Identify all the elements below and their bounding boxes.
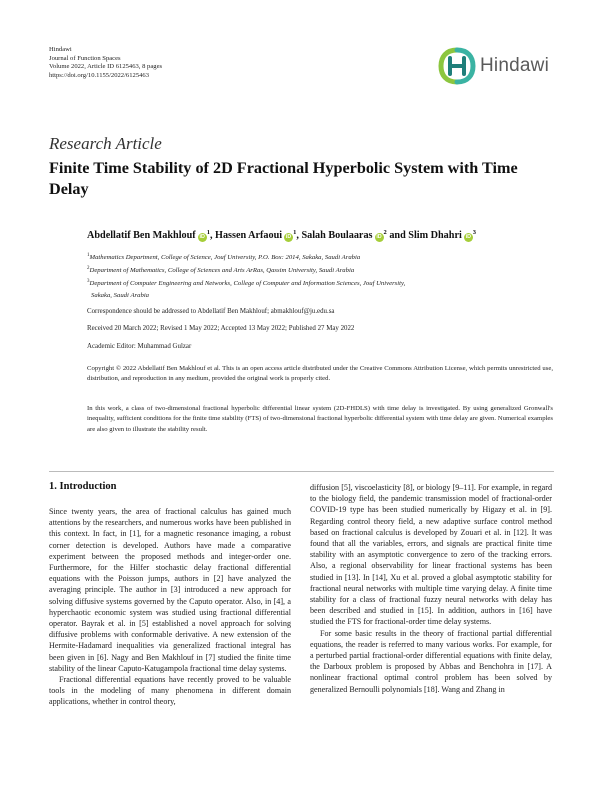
affiliation-continued: Sakaka, Saudi Arabia	[91, 291, 150, 299]
abstract: In this work, a class of two-dimensional fractional hyperbolic differential linear system (2D-FHDLS) with time delay is investigated. By using generalized Gronwall's inequality, sufficient conditions for the finite time stability (FTS) of two-dimensional fractional hyperbolic differential system with time delay are given. Numerical examples are also given to illustrate the stability result.	[87, 405, 553, 433]
body-paragraph: Fractional differential equations have recently proved to be valuable tools in the modeling of many phenomena in different domain applications, whether in control theory,	[49, 675, 291, 707]
article-dates: Received 20 March 2022; Revised 1 May 2022; Accepted 13 May 2022; Published 27 May 2022	[87, 325, 355, 332]
affiliation: $^2$Department of Mathematics, College of Sciences and Arts ArRas, Qassim University, Saudi Arabia	[87, 266, 355, 275]
doi-link[interactable]: https://doi.org/10.1155/2022/6125463	[49, 71, 150, 79]
author-separator: ,	[209, 230, 216, 241]
author-separator: and	[386, 230, 409, 241]
journal-meta	[49, 46, 162, 80]
body-column-left	[49, 506, 291, 708]
affiliation: $^1$Mathematics Department, College of Science, Jouf University, P.O. Box: 2014, Sakaka, Saudi Arabia	[87, 253, 361, 261]
body-paragraph: diffusion [5], viscoelasticity [8], or biology [9–11]. For example, in regard to the biology field, the pandemic transmission model of fractional-order COVID-19 type has been studied numerically by Higazy et al. in [9]. Regarding control theory field, a new adaptive surface control method based on fractional calculus is developed by Zouari et al. in [12]. It was found that all the variables, errors, and signals are practical finite time stability with an asymptotic convergence to zero of the tracking errors. Also, a regional observability for linear fractional systems has been studied in [13]. In [14], Xu et al. proved a global asymptotic stability for fractional neural networks with multiple time varying delay. A finite time stability for a class of fractional fuzzy neural networks with delay has been described and studied in [15]. In addition, authors in [16] have studied the FTS for fractional-order time delay systems.	[310, 483, 552, 627]
section-heading: 1. Introduction	[49, 481, 117, 492]
affiliation: $^3$Department of Computer Engineering and Networks, College of Computer and Information Sciences, Jouf University,	[87, 279, 406, 288]
article-title: Finite Time Stability of 2D Fractional Hyperbolic System with Time Delay	[49, 159, 518, 198]
author-list	[87, 229, 476, 242]
body-paragraph: Since twenty years, the area of fractional calculus has gained much attentions by the researchers, and numerous works have been published in this context. In fact, in [1], for a magnetic resonance imaging, a robust corner detection is developed. Authors have made a comparative experiment between the proposed methods and integer-order one. Furthermore, for the Hilfer stochastic delay fractional differential equations with the Poisson jumps, authors in [2] have analyzed the averaging principle. The author in [3] introduced a new approach for solving diffusive systems governed by the Caputo operator. Also, in [4], a hyperchaotic economic system was studied using fractional differential operator. Bayrak et al. in [5] established a novel approach for solving diffusive problems with conformable derivative. A new extension of the Hermite-Hadamard inequalities via generalized fractional integral has been given in [6]. Nagy and Ben Makhlouf in [7] studied the finite time stability of the linear Caputo-Katugampola fractional time delay systems.	[49, 507, 291, 673]
author-name[interactable]: Hassen Arfaoui	[215, 230, 283, 241]
author-name[interactable]: Salah Boulaaras	[301, 230, 373, 241]
hindawi-logo-icon	[438, 47, 476, 85]
orcid-icon[interactable]: iD	[199, 234, 205, 240]
hindawi-logo-text: Hindawi	[480, 55, 549, 76]
author-name[interactable]: Abdellatif Ben Makhlouf	[87, 230, 196, 241]
copyright-notice: Copyright © 2022 Abdellatif Ben Makhlouf et al. This is an open access article distributed under the Creative Commons Attribution License, which permits unrestricted use, distribution, and reproduction in any medium, provided the original work is properly cited.	[87, 365, 553, 383]
volume-info: Volume 2022, Article ID 6125463, 8 pages	[49, 63, 163, 71]
orcid-icon[interactable]: iD	[376, 234, 382, 240]
correspondence: Correspondence should be addressed to Abdellatif Ben Makhlouf; abmakhlouf@ju.edu.sa	[87, 308, 335, 315]
orcid-icon[interactable]: iD	[465, 234, 471, 240]
affiliations	[87, 250, 557, 301]
hindawi-logo[interactable]	[438, 47, 558, 85]
author-separator: ,	[296, 230, 302, 241]
body-paragraph: For some basic results in the theory of fractional partial differential equations, the reader is referred to many various works. For example, for a perturbed partial fractional-order differential equations with finite delay, the Darboux problem is proposed by Abbas and Benchohra in [17]. A nonlinear fractional optimal control problem has been solved by generalized Bernoulli polynomials [18]. Wang and Zhang in	[310, 628, 552, 694]
author-affil-ref: 2	[383, 229, 387, 236]
orcid-icon[interactable]: iD	[285, 234, 292, 240]
journal-name: Journal of Function Spaces	[49, 54, 121, 62]
author-affil-ref: 3	[472, 229, 477, 236]
article-type: Research Article	[49, 134, 162, 153]
author-affil-ref: 1	[293, 229, 297, 236]
publisher-name: Hindawi	[49, 46, 72, 53]
author-name[interactable]: Slim Dhahri	[408, 230, 462, 241]
academic-editor: Academic Editor: Muhammad Gulzar	[87, 343, 192, 350]
body-column-right	[310, 482, 552, 695]
section-divider	[49, 471, 554, 472]
author-affil-ref: 1	[206, 229, 210, 236]
